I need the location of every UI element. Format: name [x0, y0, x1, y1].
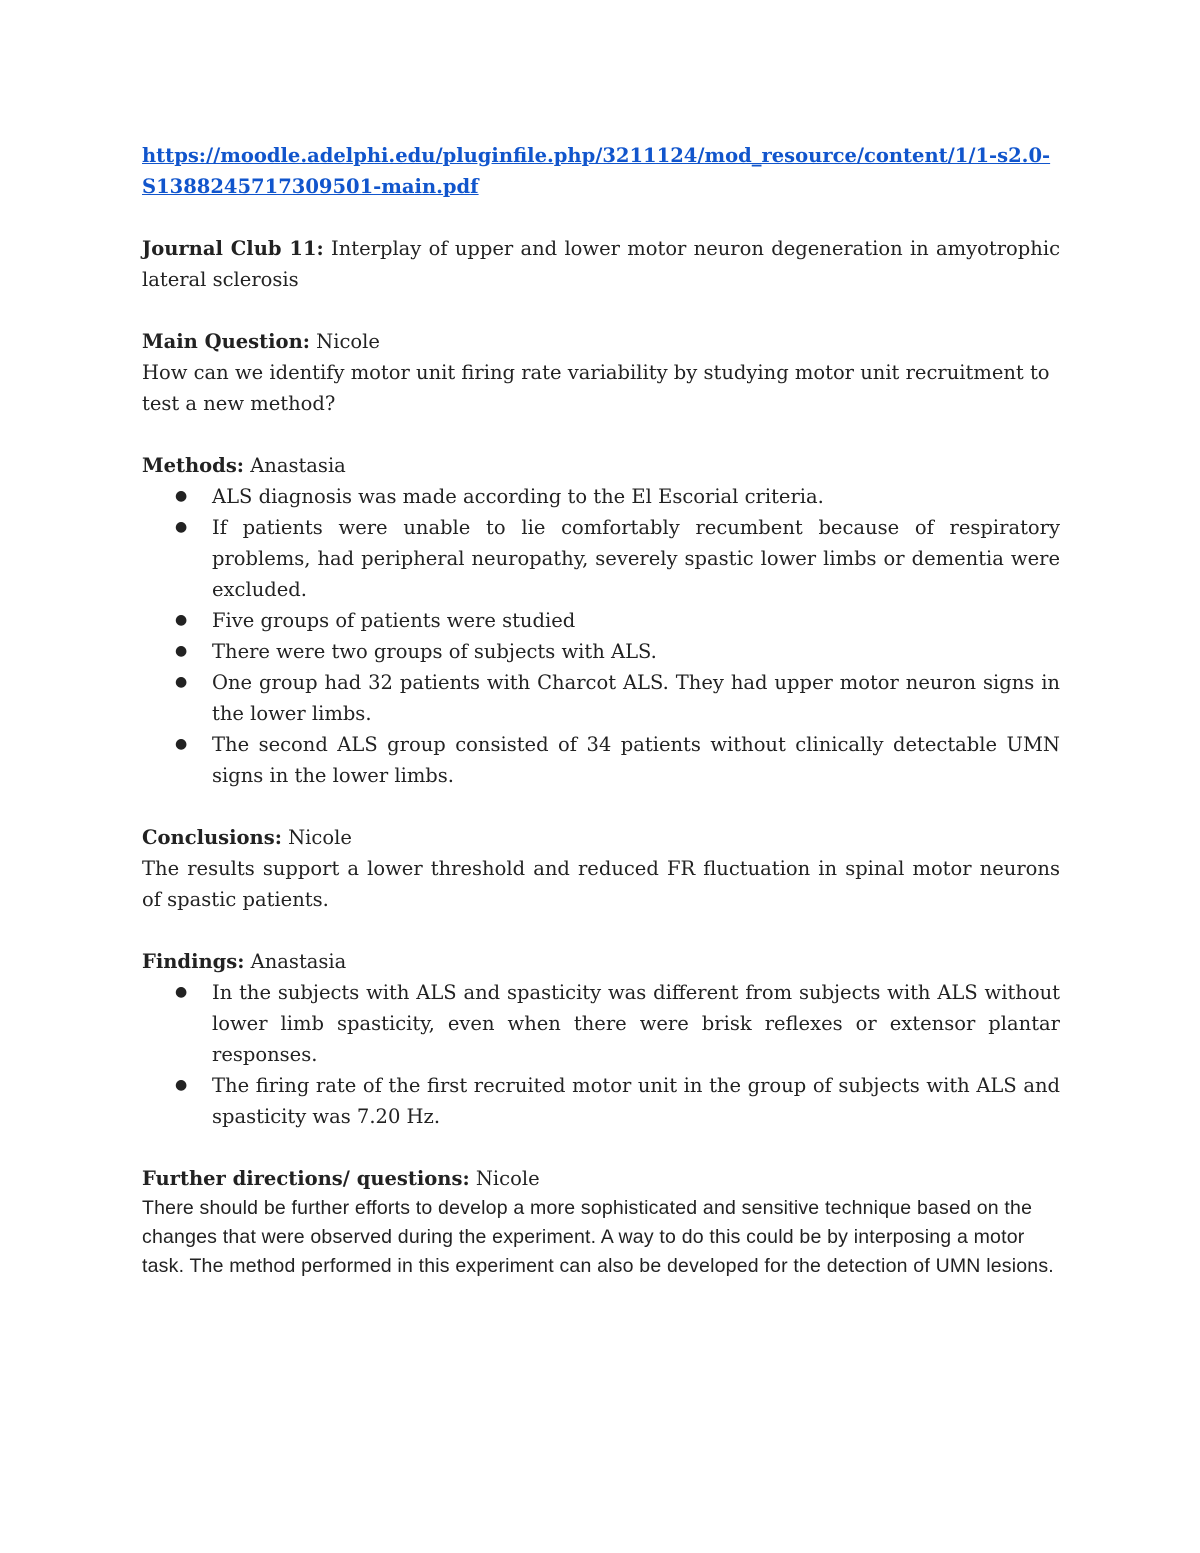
bullet-icon: ● — [175, 984, 188, 1000]
list-item-text: The firing rate of the first recruited motor unit in the group of subjects with ALS and spasticity was 7.20 Hz. — [212, 1074, 1060, 1128]
bullet-icon: ● — [175, 488, 188, 504]
conclusions-text: The results support a lower threshold and reduced FR fluctuation in spinal motor neurons of spastic patients. — [142, 857, 1060, 911]
main-question-presenter: Nicole — [309, 330, 380, 353]
bullet-icon: ● — [175, 612, 188, 628]
findings-list — [142, 977, 1060, 1132]
list-item-text: The second ALS group consisted of 34 patients without clinically detectable UMN signs in the lower limbs. — [212, 733, 1060, 787]
bullet-icon: ● — [175, 736, 188, 752]
document-page — [142, 140, 1060, 1312]
main-question-text: How can we identify motor unit firing rate variability by studying motor unit recruitment to test a new method? — [142, 361, 1050, 415]
list-item-text: There were two groups of subjects with ALS. — [212, 640, 657, 663]
further-directions-label: Further directions/ questions: — [142, 1167, 470, 1190]
main-question-heading — [142, 326, 1060, 357]
findings-presenter: Anastasia — [244, 950, 347, 973]
journal-club-title — [142, 233, 1060, 295]
methods-section — [142, 450, 1060, 791]
list-item — [142, 605, 1060, 636]
methods-label: Methods: — [142, 454, 244, 477]
main-question-label: Main Question: — [142, 330, 310, 353]
further-directions-section — [142, 1163, 1060, 1281]
list-item-text: ALS diagnosis was made according to the El Escorial criteria. — [212, 485, 824, 508]
title-label: Journal Club 11: — [142, 237, 324, 260]
article-link[interactable]: https://moodle.adelphi.edu/pluginfile.php/3211124/mod_resource/content/1/1-s2.0-S1388245717309501-main.pdf — [142, 144, 1051, 198]
bullet-icon: ● — [175, 519, 188, 535]
list-item — [142, 481, 1060, 512]
main-question-section — [142, 326, 1060, 419]
findings-label: Findings: — [142, 950, 245, 973]
bullet-icon: ● — [175, 643, 188, 659]
list-item — [142, 636, 1060, 667]
list-item — [142, 1070, 1060, 1132]
further-directions-text: There should be further efforts to develop a more sophisticated and sensitive technique based on the changes that were observed during the experiment. A way to do this could be by interposing a motor task. The method performed in this experiment can also be developed for the detection of UMN lesions. — [142, 1197, 1054, 1277]
list-item-text: One group had 32 patients with Charcot ALS. They had upper motor neuron signs in the lower limbs. — [212, 671, 1060, 725]
methods-heading — [142, 450, 1060, 481]
bullet-icon: ● — [175, 1077, 188, 1093]
findings-heading — [142, 946, 1060, 977]
conclusions-label: Conclusions: — [142, 826, 282, 849]
methods-list — [142, 481, 1060, 791]
list-item — [142, 729, 1060, 791]
conclusions-heading — [142, 822, 1060, 853]
methods-presenter: Anastasia — [244, 454, 346, 477]
bullet-icon: ● — [175, 674, 188, 690]
list-item-text: If patients were unable to lie comfortably recumbent because of respiratory problems, had peripheral neuropathy, severely spastic lower limbs or dementia were excluded. — [212, 516, 1060, 601]
list-item — [142, 667, 1060, 729]
list-item-text: In the subjects with ALS and spasticity was different from subjects with ALS without lower limb spasticity, even when there were brisk reflexes or extensor plantar responses. — [212, 981, 1060, 1066]
conclusions-section — [142, 822, 1060, 915]
list-item-text: Five groups of patients were studied — [212, 609, 576, 632]
further-directions-presenter: Nicole — [469, 1167, 540, 1190]
title-text: Interplay of upper and lower motor neuron degeneration in amyotrophic lateral sclerosis — [142, 237, 1060, 291]
conclusions-presenter: Nicole — [281, 826, 352, 849]
further-directions-heading — [142, 1163, 1060, 1194]
findings-section — [142, 946, 1060, 1132]
list-item — [142, 512, 1060, 605]
list-item — [142, 977, 1060, 1070]
